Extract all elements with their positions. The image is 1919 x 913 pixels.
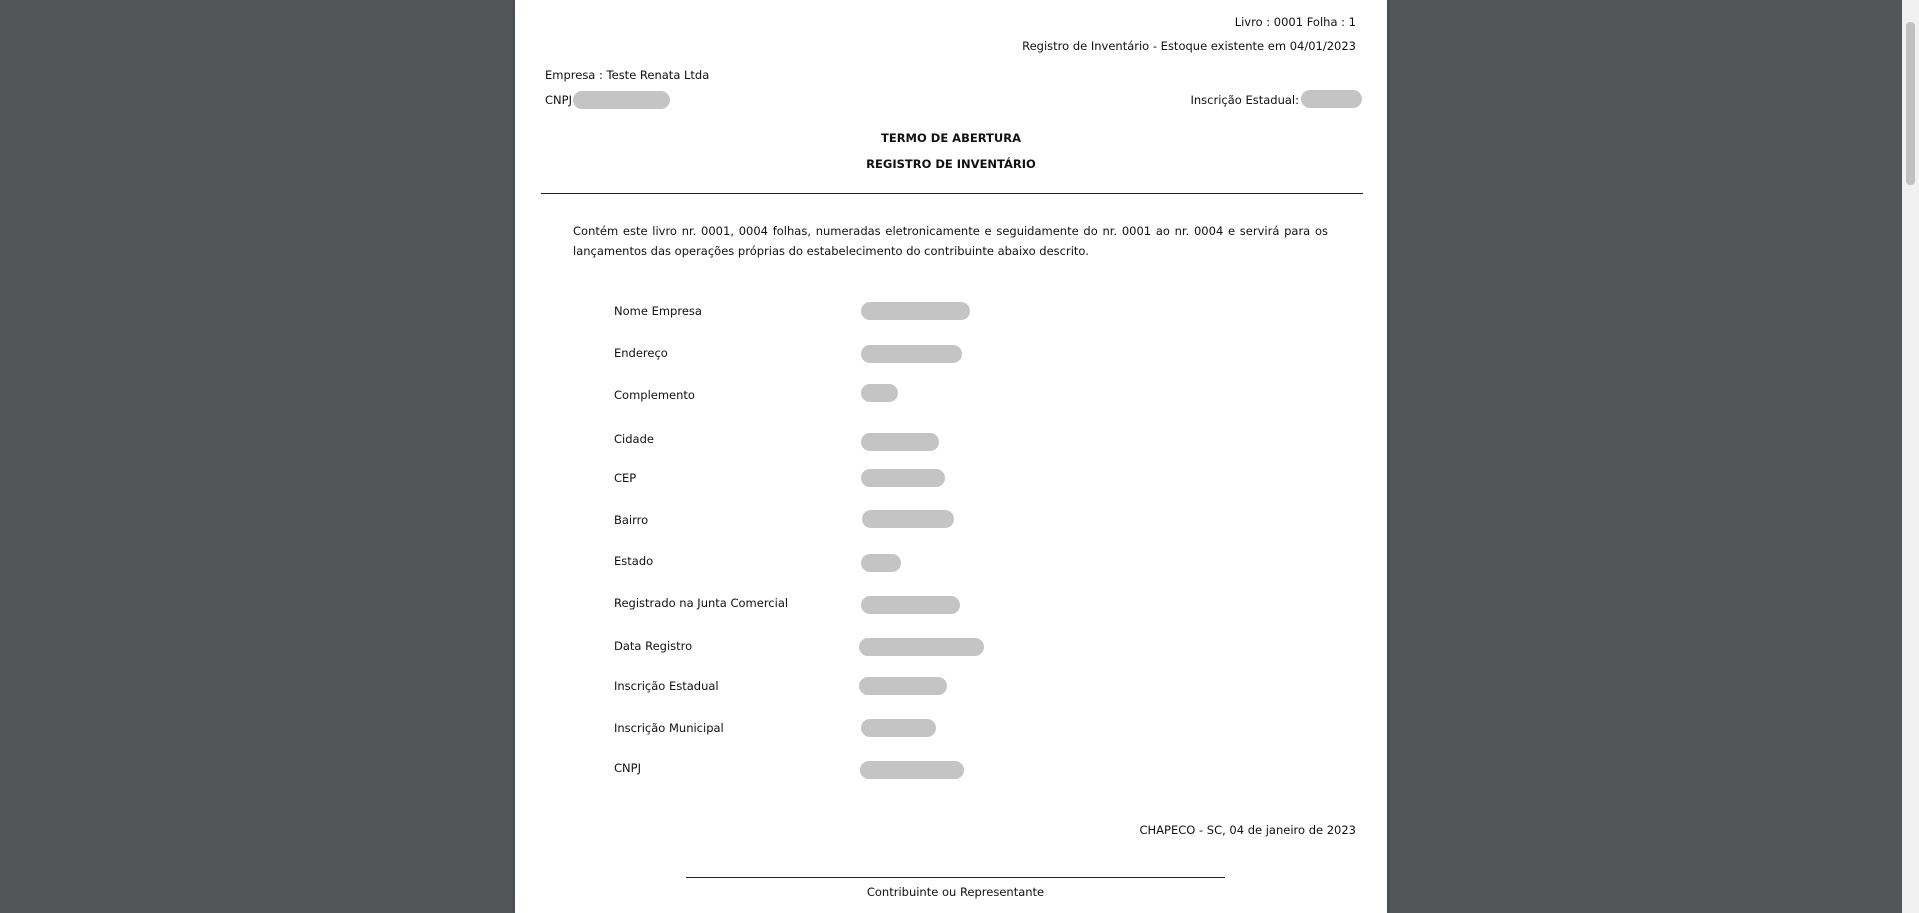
field-label: Cidade [614,432,654,446]
cnpj-label: CNPJ [545,93,572,107]
field-label: Inscrição Estadual [614,679,719,693]
signature-label: Contribuinte ou Representante [866,885,1045,899]
field-value-redacted [862,510,954,528]
signature-line [686,877,1225,878]
registro-line: Registro de Inventário - Estoque existente em 04/01/2023 [1022,39,1356,53]
field-value-redacted [861,384,898,402]
field-label: CEP [614,471,637,485]
inscricao-redacted [1301,90,1362,108]
field-label: Nome Empresa [614,304,702,318]
field-label: Data Registro [614,639,693,653]
field-label: Bairro [614,513,649,527]
document-page [515,0,1387,913]
scrollbar-thumb[interactable] [1906,22,1915,185]
field-label: Estado [614,554,654,568]
empresa-line: Empresa : Teste Renata Ltda [545,68,710,82]
field-value-redacted [861,554,901,572]
field-label: Endereço [614,346,668,360]
field-label: Inscrição Municipal [614,721,724,735]
body-paragraph: Contém este livro nr. 0001, 0004 folhas, numeradas eletronicamente e seguidamente do nr. 0001 ao nr. 0004 e servirá para os lançamentos das operações próprias do estabelecimento do contribuinte abaixo descrito. [573,224,1328,258]
field-value-redacted [859,677,947,695]
field-value-redacted [861,596,960,614]
field-value-redacted [861,469,945,487]
field-label: Complemento [614,388,695,402]
field-value-redacted [859,638,984,656]
place-date: CHAPECO - SC, 04 de janeiro de 2023 [1139,823,1356,837]
field-value-redacted [861,302,970,320]
title-registro: REGISTRO DE INVENTÁRIO [866,157,1036,171]
field-value-redacted [861,719,936,737]
field-value-redacted [861,345,962,363]
cnpj-redacted [573,91,670,109]
divider [541,193,1363,194]
field-value-redacted [860,761,964,779]
field-label: CNPJ [614,761,641,775]
vertical-scrollbar[interactable] [1902,0,1919,913]
field-label: Registrado na Junta Comercial [614,596,789,610]
title-termo: TERMO DE ABERTURA [881,131,1021,145]
livro-folha: Livro : 0001 Folha : 1 [1234,15,1356,29]
field-value-redacted [861,433,939,451]
inscricao-label: Inscrição Estadual: [1190,93,1299,107]
